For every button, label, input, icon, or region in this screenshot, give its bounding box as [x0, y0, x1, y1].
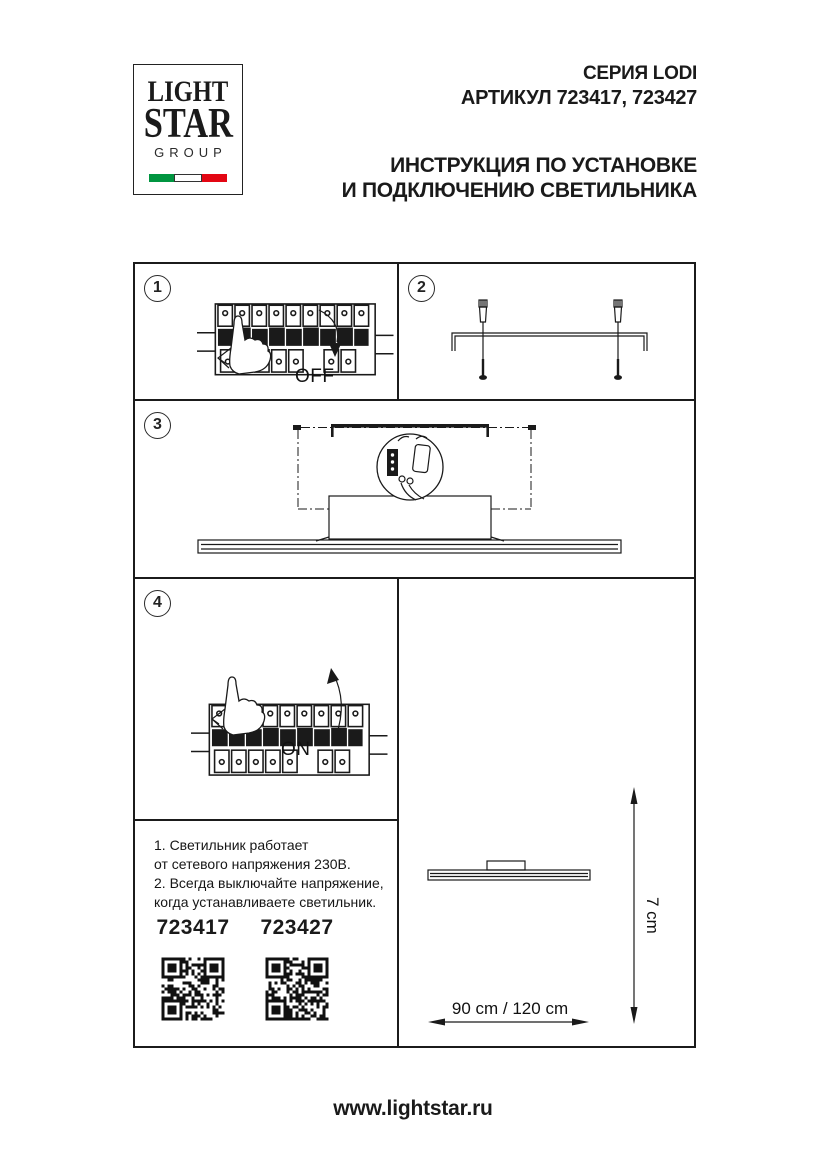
height-dimension-label: 7 cm	[643, 897, 662, 934]
wiring-detail-circle	[377, 434, 443, 500]
safety-notes	[154, 836, 384, 912]
note-line-1: 1. Светильник работает	[154, 837, 309, 853]
pointing-hand	[224, 677, 265, 735]
breaker-off-diagram	[135, 264, 397, 399]
step-panel-1	[135, 264, 399, 401]
logo-word-star: STAR	[143, 101, 234, 147]
off-label: OFF	[295, 366, 335, 387]
article-numbers: АРТИКУЛ 723417, 723427	[460, 87, 697, 109]
step-number-badge-2: 2	[408, 275, 435, 302]
lightstar-logo	[133, 64, 243, 195]
document-header	[342, 62, 697, 203]
instruction-steps-table	[133, 262, 696, 1048]
wall-anchor-right	[614, 300, 622, 380]
step-number-badge-3: 3	[144, 412, 171, 439]
series-title: СЕРИЯ LODI	[582, 63, 697, 84]
italian-flag	[149, 174, 227, 182]
on-label: ON	[281, 739, 311, 760]
dimension-diagram	[399, 579, 694, 1046]
installation-diagram	[135, 401, 694, 577]
flag-green-stripe	[149, 174, 174, 182]
notes-panel	[135, 821, 399, 1046]
step-number-badge-4: 4	[144, 590, 171, 617]
mounting-bracket-diagram	[399, 264, 694, 399]
article-code-723427: 723427	[260, 916, 334, 939]
instruction-title-line2: И ПОДКЛЮЧЕНИЮ СВЕТИЛЬНИКА	[341, 179, 697, 202]
step-panel-2	[399, 264, 694, 401]
breaker-on-diagram	[135, 579, 397, 819]
flag-white-stripe	[174, 174, 201, 182]
article-code-723417: 723417	[156, 916, 230, 939]
step-number-badge-1: 1	[144, 275, 171, 302]
logo-word-group: GROUP	[154, 145, 227, 160]
flag-red-stripe	[202, 174, 227, 182]
logo-word-light: LIGHT	[147, 75, 229, 108]
qr-code-723417	[160, 956, 226, 1022]
note-line-2: от сетевого напряжения 230В.	[154, 856, 351, 872]
step-panel-3	[135, 401, 694, 579]
wall-anchor-left	[479, 300, 487, 380]
note-line-3: 2. Всегда выключайте напряжение,	[154, 875, 384, 891]
note-line-4: когда устанавливаете светильник.	[154, 894, 377, 910]
step-panel-4	[135, 579, 399, 821]
width-dimension-label: 90 cm / 120 cm	[451, 999, 569, 1018]
dimensions-panel	[399, 579, 694, 1046]
instruction-title-line1: ИНСТРУКЦИЯ ПО УСТАНОВКЕ	[390, 154, 697, 177]
footer-website: www.lightstar.ru	[333, 1097, 493, 1120]
qr-code-723427	[264, 956, 330, 1022]
